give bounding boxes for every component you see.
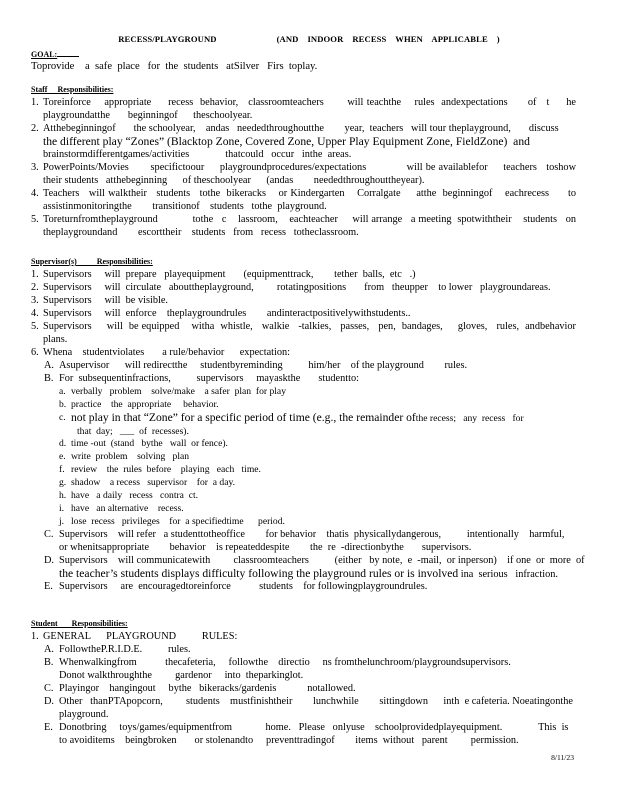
staff-item: 5. Toreturnfromtheplayground tothe c lassroom, eachteacher will arrange a meeting spotwiththeir students on theplaygroundand escorttheir students from recess totheclassroom. — [31, 214, 579, 238]
consequence-item: c. not play in that “Zone” for a specific period of time (e.g., the remainder ofthe recess; any recess for that day; ___ of recesses). — [59, 411, 524, 437]
consequence-item: g. shadow a recess supervisor for a day. — [59, 477, 236, 488]
student-rule-item: D. Other thanPTApopcorn, students mustfinishtheir lunchwhile sittingdown inth e cafeteria. Noeatingonthe playground. — [44, 696, 594, 720]
staff-heading: Staff Responsibilities: — [31, 85, 114, 94]
document-title-note: (AND INDOOR RECESS WHEN APPLICABLE ) — [276, 34, 500, 44]
consequence-item: a. verbally problem solve/make a safer plan for play — [59, 386, 286, 397]
supervisor-sub-item-e: E. Supervisors are encouragedtoreinforce students for followingplaygroundrules. — [44, 581, 428, 592]
student-list — [31, 630, 594, 747]
supervisor-sub-item-a: A. Asupervisor will redirectthe studentbyreminding him/her of the playground rules. — [44, 360, 468, 371]
supervisor-sub-item-c: C. Supervisors will refer a studenttotheoffice for behavior thatis physicallydangerous, intentionally harmful, or whenitsappropriate behavior is repeateddespite the re -directionbythe supervisors. — [44, 529, 573, 553]
supervisor-sub-item-b: B. For subsequentinfractions, supervisors mayaskthe studentto: — [44, 373, 360, 384]
general-rules-title: 1. GENERAL PLAYGROUND RULES: — [31, 631, 238, 642]
supervisor-item: 2. Supervisors will circulate abouttheplayground, rotatingpositions from theupper to lower playgroundareas. — [31, 282, 551, 293]
document-header — [0, 34, 618, 44]
student-rule-item: C. Playingor hangingout bythe bikeracks/gardenis notallowed. — [44, 683, 356, 694]
supervisor-item: 6. Whena studentviolates a rule/behavior expectation: — [31, 347, 291, 358]
staff-item: 1. Toreinforce appropriate recess behavior, classroomteachers will teachthe rules andexpectations of t he playgroundatthe beginningof theschoolyear. — [31, 97, 579, 121]
goal-heading: GOAL: — [31, 50, 79, 59]
consequence-item: b. practice the appropriate behavior. — [59, 399, 219, 410]
supervisor-item: 5. Supervisors will be equipped witha whistle, walkie -talkies, passes, pen, bandages, gloves, rules, andbehavior plans. — [31, 321, 579, 345]
supervisors-list — [31, 268, 585, 593]
consequence-item: i. have an alternative recess. — [59, 503, 184, 514]
student-rule-item: A. FollowtheP.R.I.D.E. rules. — [44, 644, 191, 655]
document-date: 8/11/23 — [551, 753, 574, 762]
supervisor-sub-item-d: D. Supervisors will communicatewith classroomteachers (either by note, e -mail, or inperson) if one or more of the teacher’s students displays difficulty following the playground rules or is involved ina serious infraction. — [44, 555, 585, 580]
supervisor-item: 1. Supervisors will prepare playequipment (equipmenttrack, tether balls, etc .) — [31, 269, 416, 280]
staff-list — [31, 96, 579, 239]
document-title: RECESS/PLAYGROUND — [118, 34, 217, 44]
student-rule-item: E. Donotbring toys/games/equipmentfrom home. Please onlyuse schoolprovidedplayequipment. This is to avoiditems beingbroken or stolenandto preventtradingof items without parent permission. — [44, 722, 572, 746]
supervisors-heading: Supervisor(s) Responsibilities: — [31, 257, 153, 266]
consequence-item: e. write problem solving plan — [59, 451, 190, 462]
student-rule-item: B. Whenwalkingfrom thecafeteria, followthe directio ns fromthelunchroom/playgroundsupervisors. Donot walkthroughthe gardenor into theparkinglot. — [44, 657, 563, 681]
supervisor-item: 4. Supervisors will enforce theplaygroundrules andinteractpositivelywithstudents.. — [31, 308, 411, 319]
staff-item: 2. Atthebeginningof the schoolyear, andas neededthroughoutthe year, teachers will tour theplayground, discuss the different play “Zones” (Blacktop Zone, Covered Zone, Upper Play Equipment Zone, FieldZone) and brainstormdifferentgames/activities thatcould occur inthe areas. — [31, 123, 559, 160]
staff-item: 3. PowerPoints/Movies specifictoour playgroundprocedures/expectations will be availablefor teachers toshow their students atthebeginning of theschoolyear (andas neededthroughouttheyear). — [31, 162, 579, 186]
goal-text: Toprovide a safe place for the students atSilver Firs toplay. — [31, 61, 318, 72]
supervisor-item: 3. Supervisors will be visible. — [31, 295, 168, 306]
student-heading: Student Responsibilities: — [31, 619, 128, 628]
consequence-item: h. have a daily recess contra ct. — [59, 490, 199, 501]
staff-item: 4. Teachers will walktheir students tothe bikeracks or Kindergarten Corralgate atthe beginningof eachrecess to assistinmonitoringthe transitionof students tothe playground. — [31, 188, 579, 212]
consequence-item: j. lose recess privileges for a specifiedtime period. — [59, 516, 285, 527]
consequence-item: f. review the rules before playing each time. — [59, 464, 261, 475]
consequence-item: d. time -out (stand bythe wall or fence). — [59, 438, 228, 449]
